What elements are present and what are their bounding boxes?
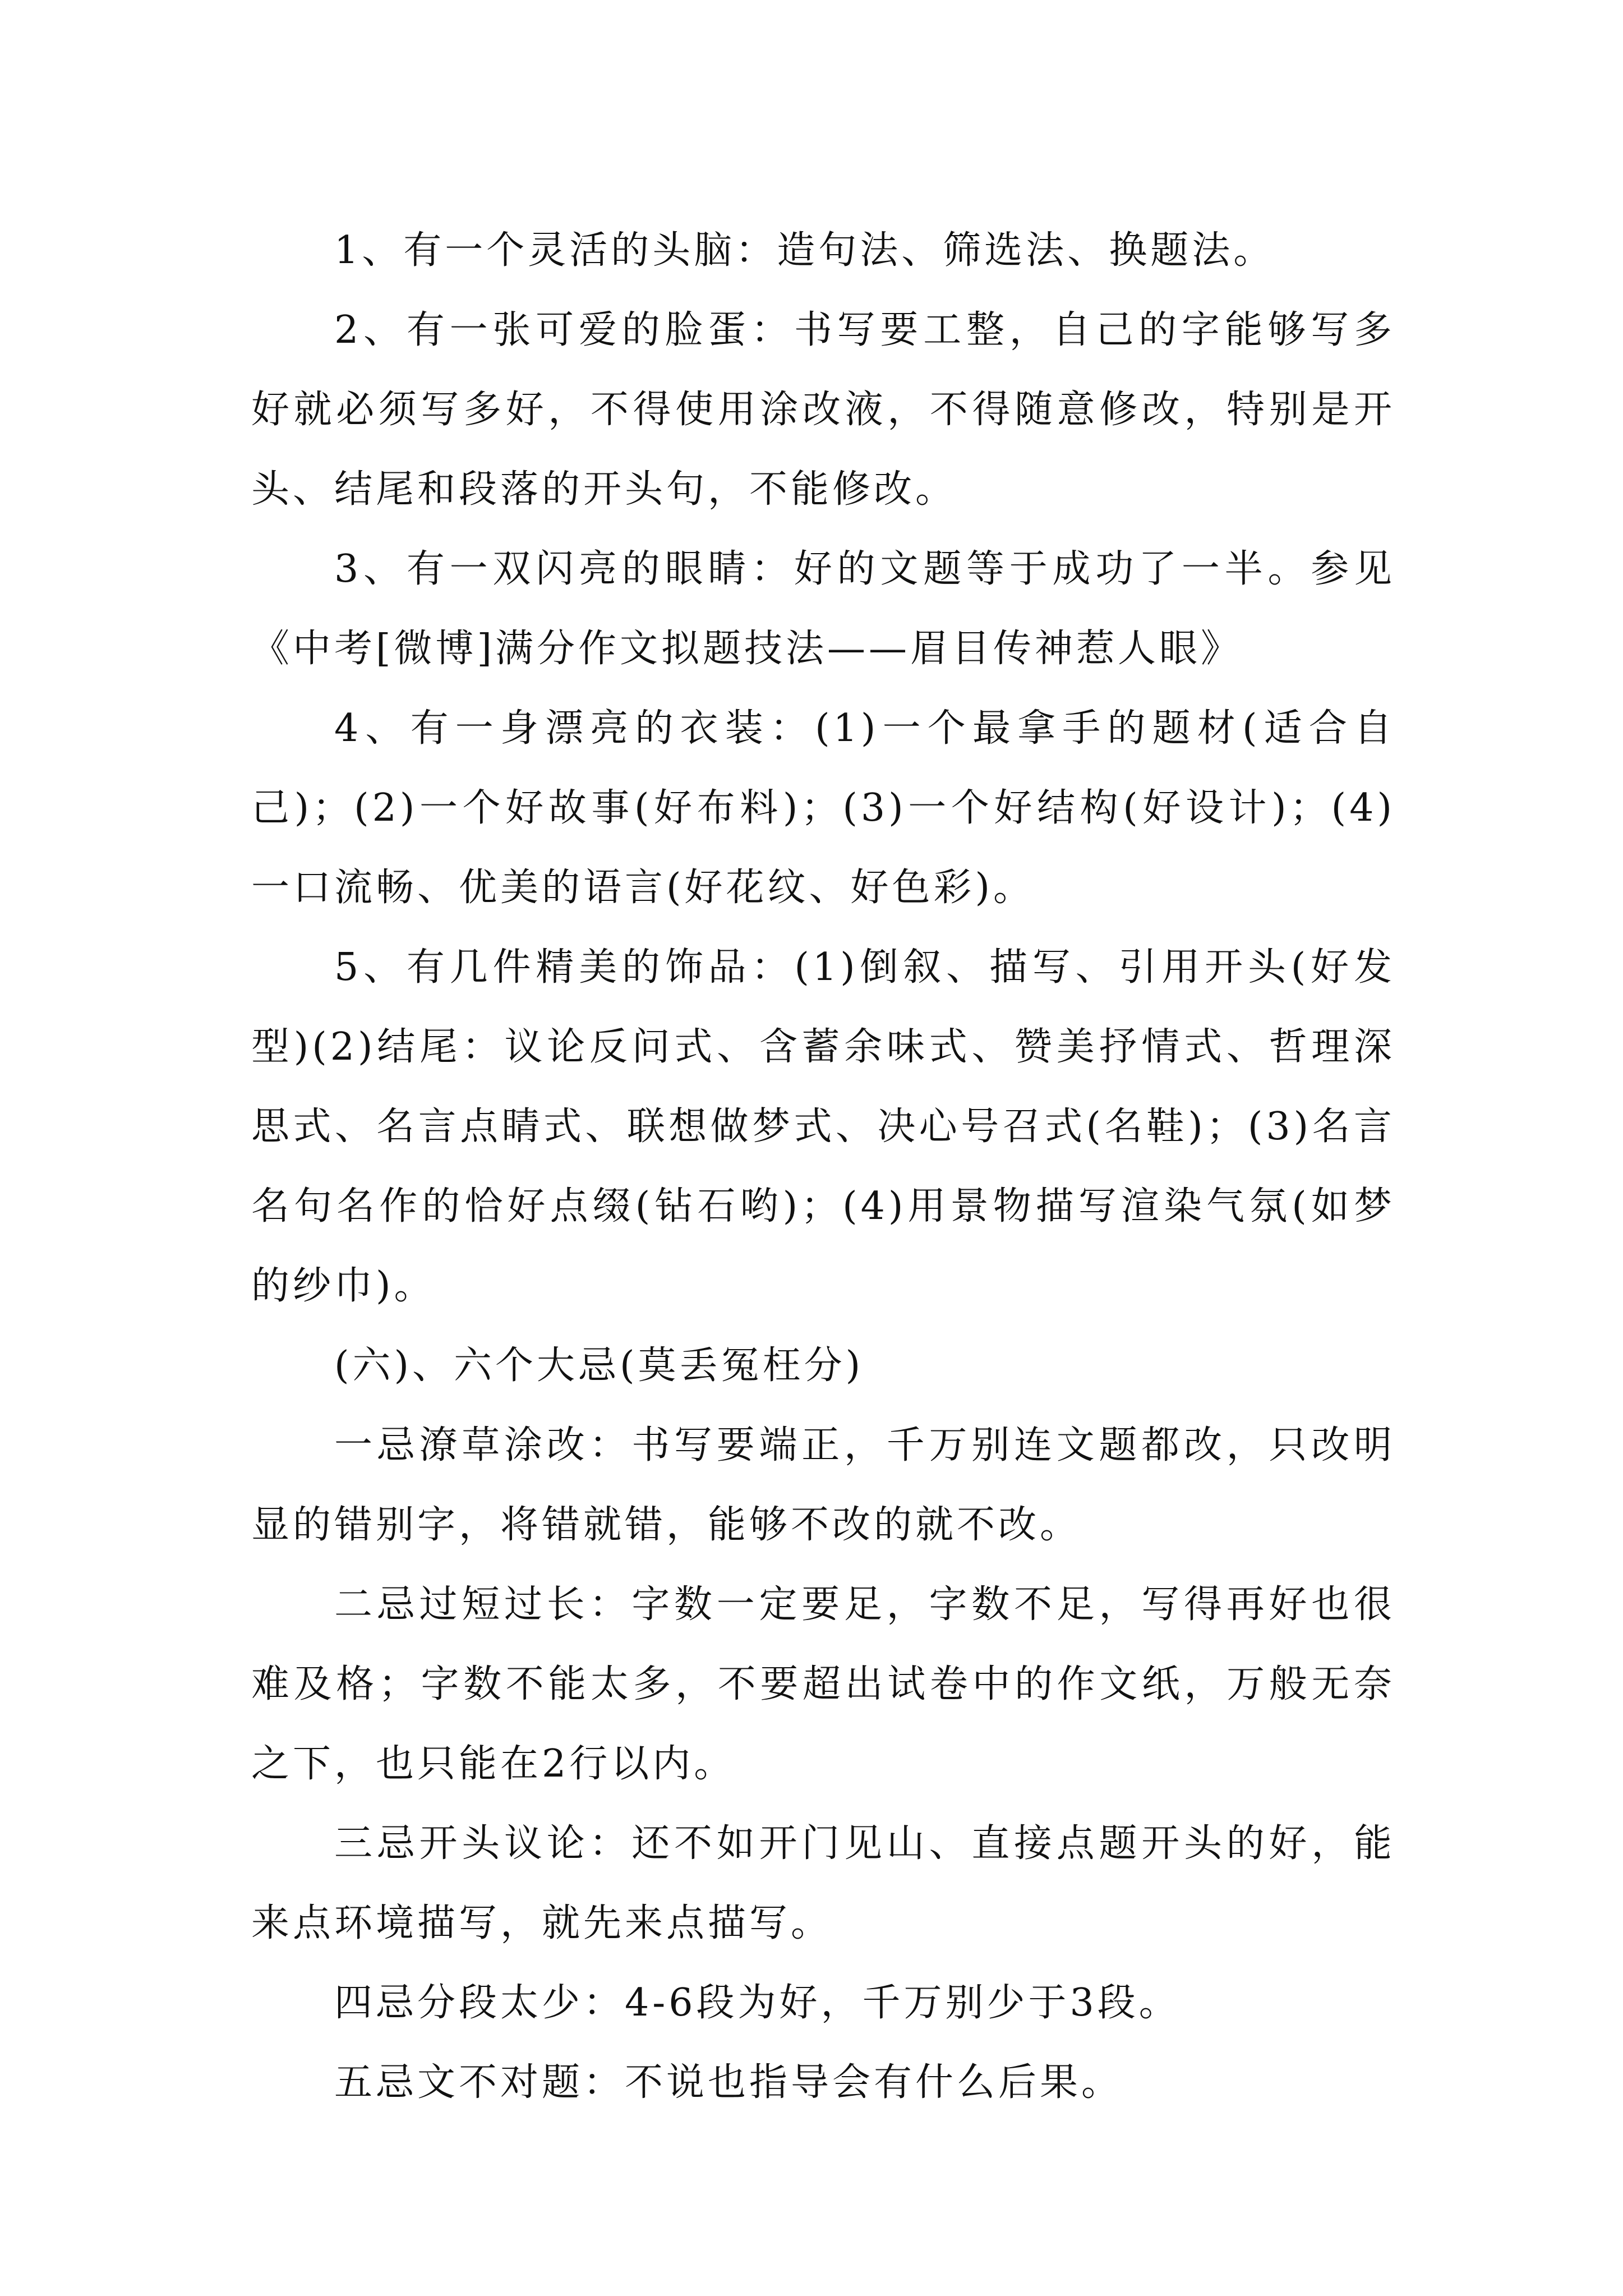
paragraph-taboo-1: 一忌潦草涂改：书写要端正，千万别连文题都改，只改明显的错别字，将错就错，能够不改的就不改。 (251, 1423, 1395, 1547)
paragraph-tip-5: 5、有几件精美的饰品：(1)倒叙、描写、引用开头(好发型)(2)结尾：议论反问式、含蓄余味式、赞美抒情式、哲理深思式、名言点睛式、联想做梦式、决心号召式(名鞋)；(3)名言名句名作的恰好点缀(钻石哟)；(4)用景物描写渲染气氛(如梦的纱巾)。 (251, 945, 1395, 1308)
paragraph-taboo-3: 三忌开头议论：还不如开门见山、直接点题开头的好，能来点环境描写，就先来点描写。 (251, 1821, 1395, 1945)
paragraph-tip-2: 2、有一张可爱的脸蛋：书写要工整，自己的字能够写多好就必须写多好，不得使用涂改液，不得随意修改，特别是开头、结尾和段落的开头句，不能修改。 (251, 308, 1395, 512)
paragraph-taboo-5: 五忌文不对题：不说也指导会有什么后果。 (334, 2060, 1123, 2105)
section-heading-six-taboos: (六)、六个大忌(莫丢冤枉分) (334, 1343, 864, 1388)
paragraph-tip-1: 1、有一个灵活的头脑：造句法、筛选法、换题法。 (334, 228, 1275, 273)
paragraph-taboo-4: 四忌分段太少：4-6段为好，千万别少于3段。 (334, 1981, 1181, 2025)
paragraph-tip-3: 3、有一双闪亮的眼睛：好的文题等于成功了一半。参见《中考[微博]满分作文拟题技法——眉目传神惹人眼》 (251, 547, 1395, 671)
paragraph-taboo-2: 二忌过短过长：字数一定要足，字数不足，写得再好也很难及格；字数不能太多，不要超出试卷中的作文纸，万般无奈之下，也只能在2行以内。 (251, 1582, 1395, 1786)
paragraph-tip-4: 4、有一身漂亮的衣装：(1)一个最拿手的题材(适合自己)；(2)一个好故事(好布料)；(3)一个好结构(好设计)；(4)一口流畅、优美的语言(好花纹、好色彩)。 (251, 706, 1395, 910)
document-body (251, 211, 1395, 2123)
